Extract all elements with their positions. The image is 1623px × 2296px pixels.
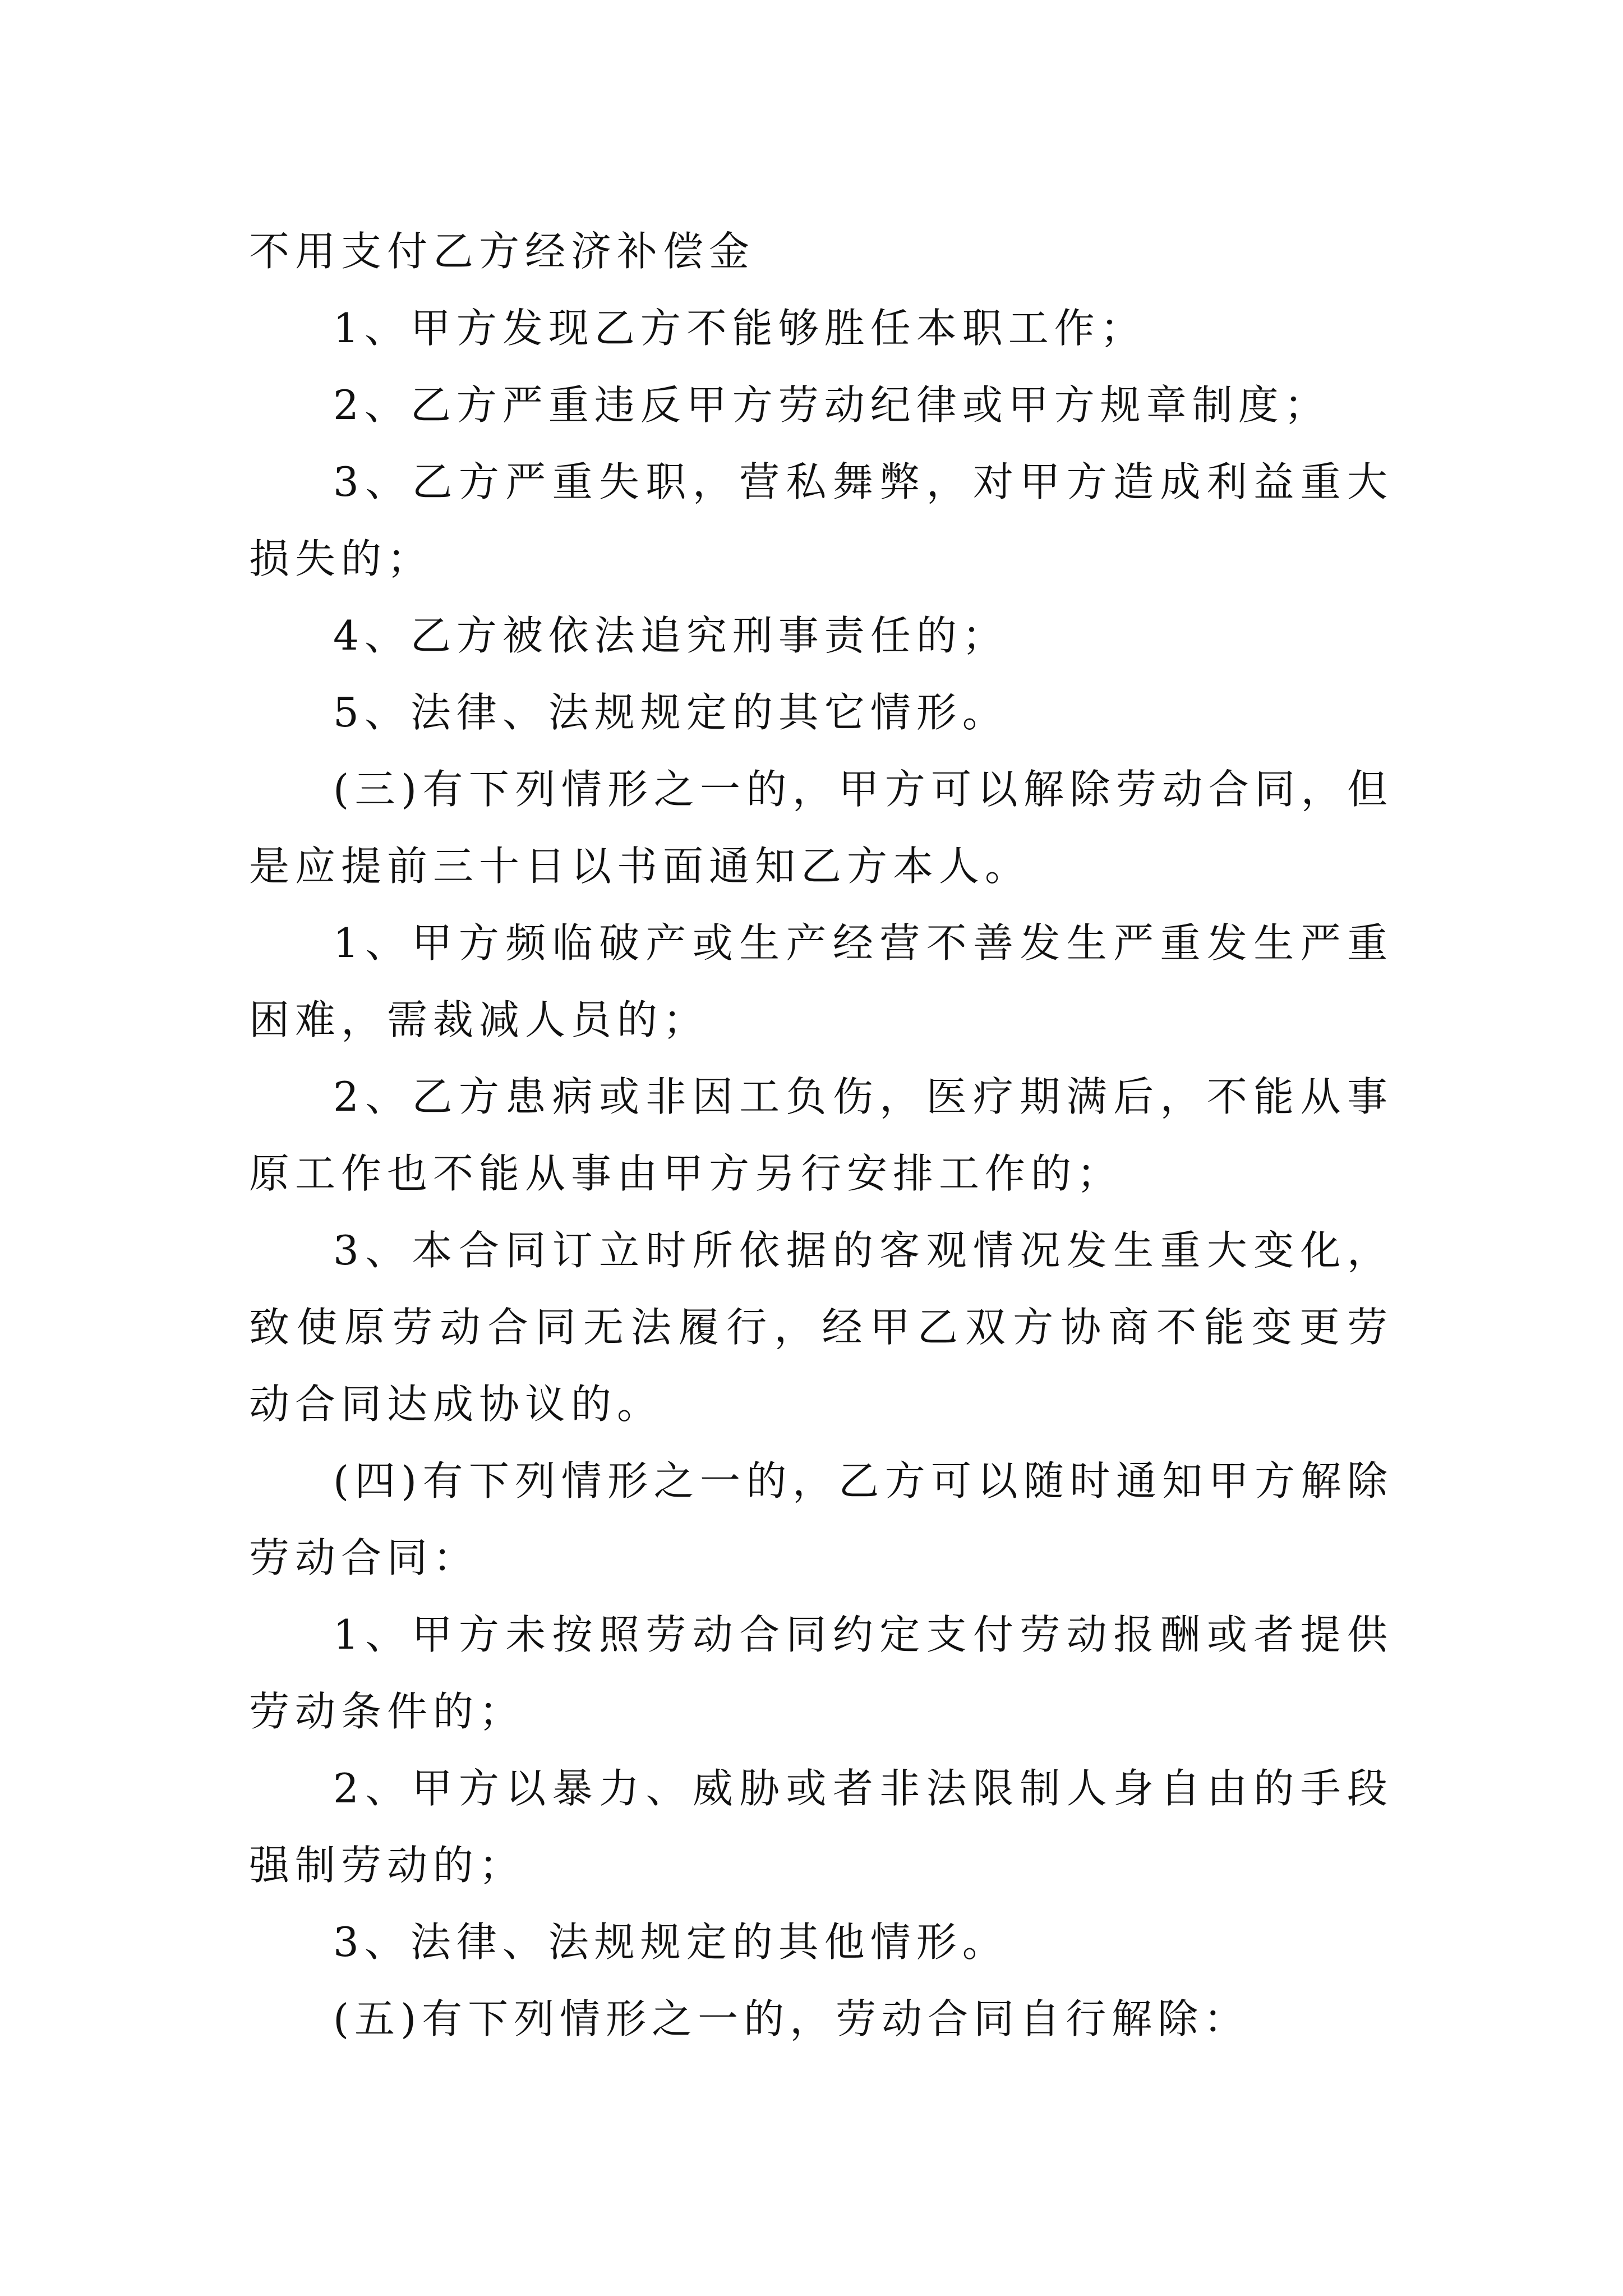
section-heading-3: (三)有下列情形之一的，甲方可以解除劳动合同，但是应提前三十日以书面通知乙方本人。 [249, 766, 1393, 890]
section-heading-5: (五)有下列情形之一的，劳动合同自行解除： [333, 1995, 1250, 2042]
paragraph-item-2-1: 1、甲方发现乙方不能够胜任本职工作； [333, 305, 1146, 352]
paragraph-continuation: 不用支付乙方经济补偿金 [249, 228, 755, 275]
paragraph-item-4-1: 1、甲方未按照劳动合同约定支付劳动报酬或者提供劳动条件的； [249, 1611, 1393, 1735]
document-body [249, 213, 1393, 2058]
paragraph-item-2-5: 5、法律、法规规定的其它情形。 [333, 689, 1008, 736]
section-heading-4: (四)有下列情形之一的，乙方可以随时通知甲方解除劳动合同： [249, 1457, 1393, 1581]
paragraph-item-2-2: 2、乙方严重违反甲方劳动纪律或甲方规章制度； [333, 381, 1330, 429]
paragraph-item-2-4: 4、乙方被依法追究刑事责任的； [333, 612, 1008, 659]
paragraph-item-2-3: 3、乙方严重失职，营私舞弊，对甲方造成利益重大损失的； [249, 458, 1393, 582]
paragraph-item-4-3: 3、法律、法规规定的其他情形。 [333, 1918, 1008, 1966]
paragraph-item-3-1: 1、甲方频临破产或生产经营不善发生严重发生严重困难，需裁减人员的； [249, 919, 1393, 1043]
paragraph-item-4-2: 2、甲方以暴力、威胁或者非法限制人身自由的手段强制劳动的； [249, 1765, 1393, 1889]
paragraph-item-3-3: 3、本合同订立时所依据的客观情况发生重大变化，致使原劳动合同无法履行，经甲乙双方协商不能变更劳动合同达成协议的。 [249, 1227, 1393, 1428]
paragraph-item-3-2: 2、乙方患病或非因工负伤，医疗期满后，不能从事原工作也不能从事由甲方另行安排工作的； [249, 1073, 1393, 1197]
